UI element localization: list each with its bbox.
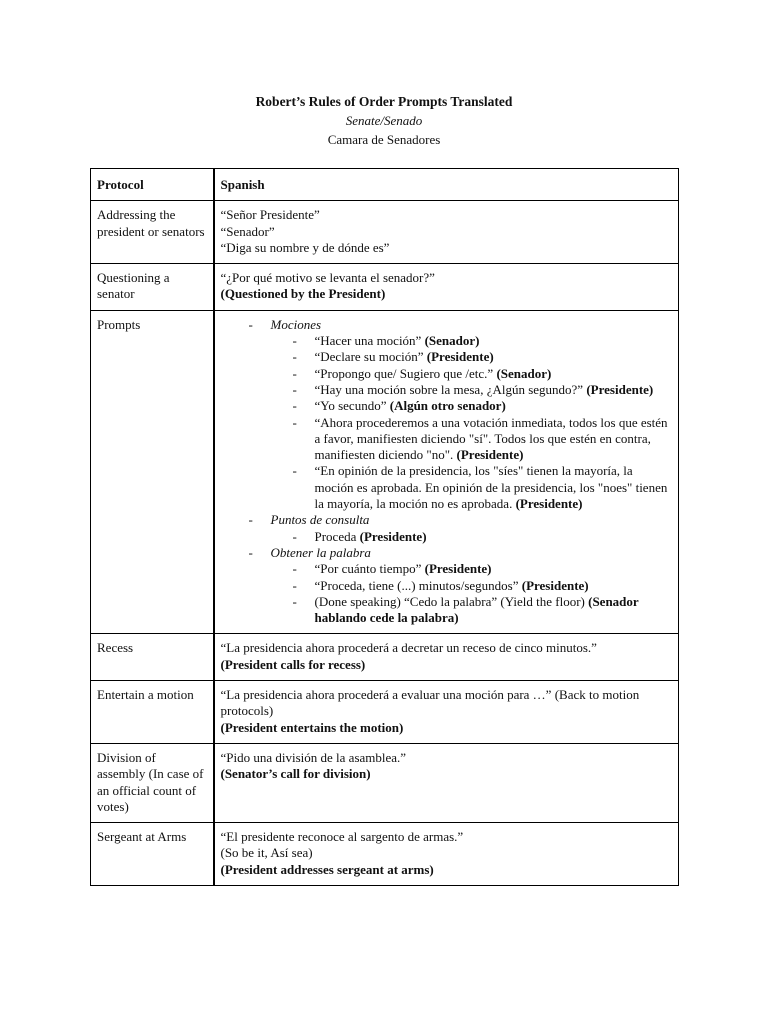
prompt-text: “Por cuánto tiempo” [314, 561, 422, 577]
prompt-groups [221, 317, 673, 627]
prompt-text: Proceda [314, 528, 357, 544]
protocol-label: Recess [91, 634, 214, 681]
prompt-item [315, 578, 673, 594]
prompt-text: “Hacer una moción” [314, 333, 422, 349]
prompt-role: (Presidente) [521, 577, 589, 593]
role-note: (Senator’s call for division) [220, 766, 371, 782]
prompt-role: (Senador) [424, 333, 480, 349]
prompt-text: “Ahora procederemos a una votación inmediata, todos los que estén a favor, manifiesten diciendo "sí". Todos los que estén en contra, manifiesten diciendo "no". [314, 414, 668, 463]
spanish-cell [214, 634, 679, 681]
document-subtitle: Senate/Senado [345, 113, 423, 128]
prompt-item [315, 382, 673, 398]
spanish-line: “Señor Presidente” [220, 207, 320, 223]
role-note: (President addresses sergeant at arms) [220, 861, 434, 877]
role-note: (President calls for recess) [220, 656, 366, 672]
protocol-label: Entertain a motion [91, 681, 214, 744]
prompt-group [271, 317, 673, 513]
header-protocol: Protocol [91, 169, 214, 201]
spanish-cell [214, 681, 679, 744]
table-row-sergeant [91, 823, 679, 886]
table-row-entertain [91, 681, 679, 744]
prompt-item [315, 529, 673, 545]
prompt-item [315, 349, 673, 365]
spanish-cell [214, 264, 679, 311]
prompt-item [315, 561, 673, 577]
prompt-group [271, 512, 673, 545]
prompt-group-label: Puntos de consulta [270, 512, 370, 528]
document-title: Robert’s Rules of Order Prompts Translated [255, 94, 513, 109]
spanish-cell [214, 201, 679, 264]
table-row-prompts [91, 310, 679, 634]
spanish-line: “La presidencia ahora procederá a decretar un receso de cinco minutos.” [220, 640, 597, 656]
prompt-group [271, 545, 673, 626]
spanish-cell [214, 823, 679, 886]
prompt-items [271, 529, 673, 545]
protocol-label: Questioning a senator [91, 264, 214, 311]
prompt-text: “Declare su moción” [314, 349, 424, 365]
table-row-questioning [91, 264, 679, 311]
prompt-role: (Algún otro senador) [389, 398, 506, 414]
prompt-role: (Presidente) [586, 381, 654, 397]
spanish-line: “El presidente reconoce al sargento de armas.” [220, 829, 464, 845]
prompt-role: (Senador) [496, 365, 552, 381]
document-subtitle-2: Camara de Senadores [327, 132, 441, 147]
prompt-group-label: Obtener la palabra [270, 544, 371, 560]
prompt-text: “Propongo que/ Sugiero que /etc.” [314, 365, 494, 381]
prompt-role: (Presidente) [515, 496, 583, 512]
prompt-item [315, 415, 673, 464]
spanish-line: “Senador” [220, 223, 275, 239]
spanish-cell [214, 743, 679, 822]
protocol-label: Addressing the president or senators [91, 201, 214, 264]
protocol-label: Division of assembly (In case of an official count of votes) [91, 743, 214, 822]
document-header [0, 92, 768, 149]
protocol-label: Sergeant at Arms [91, 823, 214, 886]
prompt-text: “Yo secundo” [314, 398, 387, 414]
prompt-role: (Presidente) [359, 528, 427, 544]
prompt-item [315, 398, 673, 414]
protocol-table [90, 168, 679, 886]
prompt-role: (Presidente) [426, 349, 494, 365]
prompt-role: (Presidente) [456, 447, 524, 463]
table-row-recess [91, 634, 679, 681]
prompt-item [315, 463, 673, 512]
prompt-text: “Hay una moción sobre la mesa, ¿Algún segundo?” [314, 381, 584, 397]
prompt-items [271, 333, 673, 512]
table-row-division [91, 743, 679, 822]
prompt-item [315, 366, 673, 382]
spanish-line: “Diga su nombre y de dónde es” [220, 239, 390, 255]
spanish-line: (So be it, Así sea) [220, 845, 313, 861]
table-row-addressing [91, 201, 679, 264]
spanish-line: “¿Por qué motivo se levanta el senador?” [220, 270, 435, 286]
prompt-items [271, 561, 673, 626]
table-header-row [91, 169, 679, 201]
prompt-item [315, 333, 673, 349]
role-note: (Questioned by the President) [220, 286, 386, 302]
prompt-role: (Senador hablando cede la palabra) [314, 593, 639, 626]
prompt-text: “Proceda, tiene (...) minutos/segundos” [314, 577, 519, 593]
prompt-role: (Presidente) [424, 561, 492, 577]
spanish-cell [214, 310, 679, 634]
spanish-line: “La presidencia ahora procederá a evaluar una moción para …” (Back to motion protocols) [220, 687, 640, 719]
prompt-group-label: Mociones [270, 316, 322, 332]
role-note: (President entertains the motion) [220, 719, 404, 735]
header-spanish: Spanish [214, 169, 679, 201]
prompt-item [315, 594, 673, 627]
prompt-text: “En opinión de la presidencia, los "síes" tienen la mayoría, la moción es aprobada. En opinión de la presidencia, los "noes" tienen la mayoría, la moción no es aprobada. [314, 463, 668, 512]
prompt-text: (Done speaking) “Cedo la palabra” (Yield the floor) [314, 593, 585, 609]
protocol-label: Prompts [91, 310, 214, 634]
spanish-line: “Pido una división de la asamblea.” [220, 749, 407, 765]
